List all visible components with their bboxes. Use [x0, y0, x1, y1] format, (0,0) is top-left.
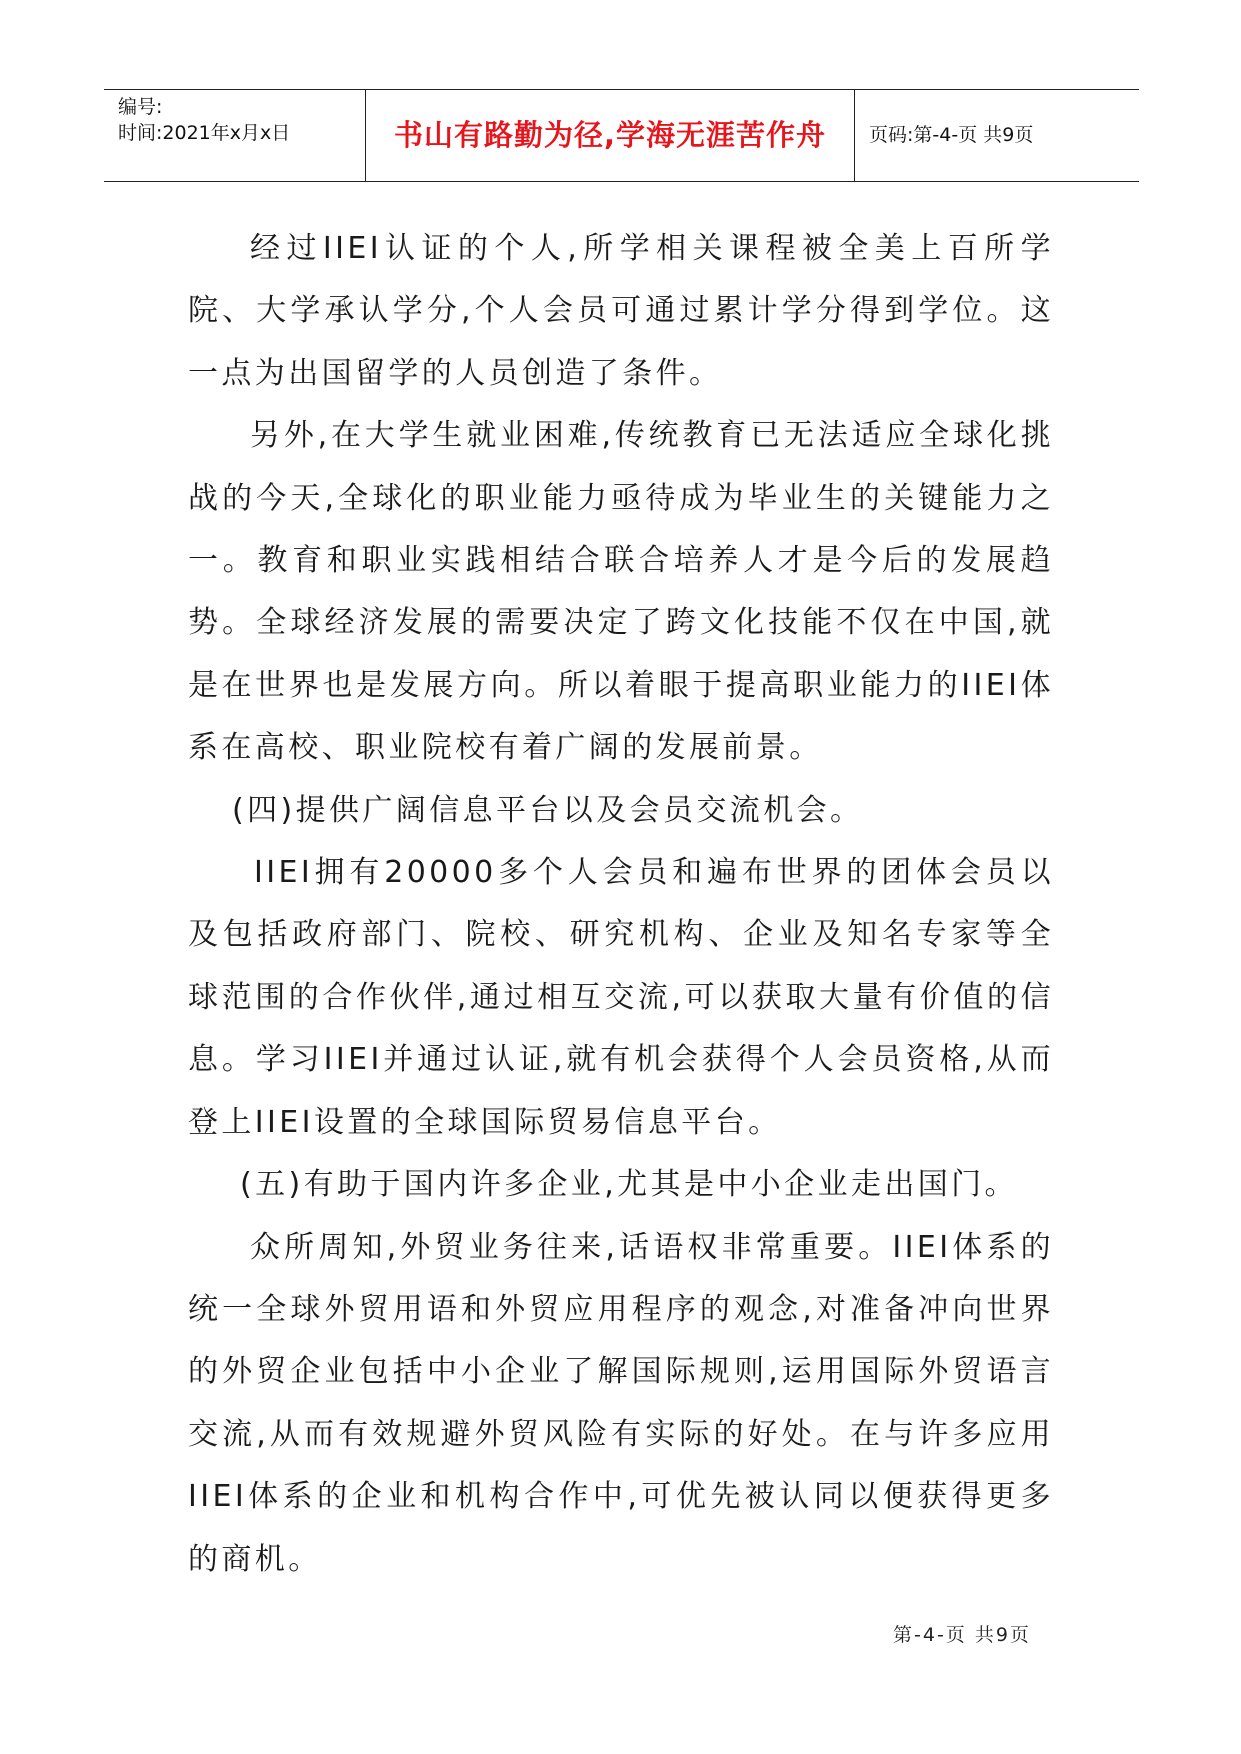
- document-body: [188, 218, 1054, 1591]
- page-header: [104, 89, 1139, 182]
- header-motto: 书山有路勤为径,学海无涯苦作舟: [366, 90, 855, 181]
- header-meta-cell: [104, 90, 366, 181]
- body-paragraph-1: 经过IIEI认证的个人,所学相关课程被全美上百所学院、大学承认学分,个人会员可通过累计学分得到学位。这一点为出国留学的人员创造了条件。: [188, 231, 1054, 391]
- section-heading-5: (五)有助于国内许多企业,尤其是中小企业走出国门。: [240, 1167, 1018, 1203]
- body-paragraph-4: 众所周知,外贸业务往来,话语权非常重要。IIEI体系的统一全球外贸用语和外贸应用程序的观念,对准备冲向世界的外贸企业包括中小企业了解国际规则,运用国际外贸语言交流,从而有效规避外贸风险有实际的好处。在与许多应用IIEI体系的企业和机构合作中,可优先被认同以便获得更多的商机。: [188, 1229, 1054, 1577]
- header-page-code: 页码:第-4-页 共9页: [869, 124, 1034, 146]
- document-time-label: 时间:2021年x月x日: [118, 122, 291, 144]
- page-footer: 第-4-页 共9页: [893, 1624, 1031, 1646]
- section-heading-4: (四)提供广阔信息平台以及会员交流机会。: [232, 792, 864, 828]
- body-paragraph-2: 另外,在大学生就业困难,传统教育已无法适应全球化挑战的今天,全球化的职业能力亟待成为毕业生的关键能力之一。教育和职业实践相结合联合培养人才是今后的发展趋势。全球经济发展的需要决定了跨文化技能不仅在中国,就是在世界也是发展方向。所以着眼于提高职业能力的IIEI体系在高校、职业院校有着广阔的发展前景。: [188, 418, 1054, 766]
- body-paragraph-3: IIEI拥有20000多个人会员和遍布世界的团体会员以及包括政府部门、院校、研究机构、企业及知名专家等全球范围的合作伙伴,通过相互交流,可以获取大量有价值的信息。学习IIEI并通过认证,就有机会获得个人会员资格,从而登上IIEI设置的全球国际贸易信息平台。: [188, 855, 1054, 1140]
- document-number-label: 编号:: [118, 96, 163, 118]
